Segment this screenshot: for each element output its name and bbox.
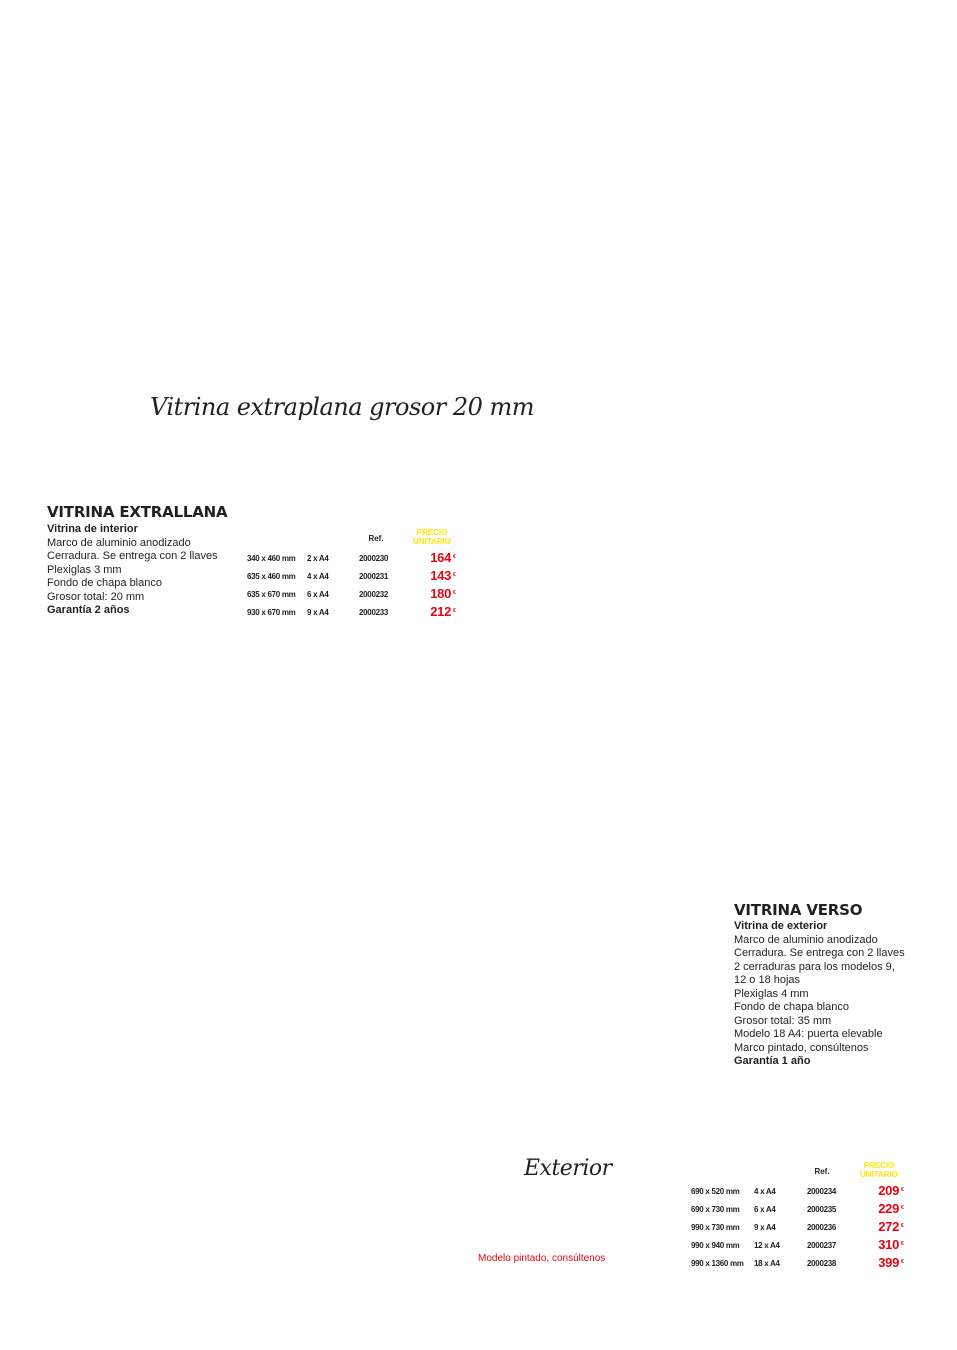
- description-line: Fondo de chapa blanco: [734, 1001, 849, 1013]
- sheets-cell: 18 x A4: [754, 1259, 780, 1268]
- currency-symbol: €: [453, 608, 456, 614]
- ref-cell: 2000231: [359, 572, 389, 581]
- description-line: Modelo 18 A4: puerta elevable: [734, 1028, 883, 1040]
- description-line: Marco pintado, consúltenos: [734, 1041, 869, 1054]
- section-script-title: Vitrina extraplana grosor 20 mm: [150, 393, 535, 421]
- description-line: Plexiglas 4 mm: [734, 987, 809, 1000]
- price-header-line: PRECIO: [416, 528, 448, 537]
- size-cell: 635 x 460 mm: [247, 572, 296, 581]
- product-title: VITRINA EXTRALLANA: [47, 503, 228, 521]
- size-cell: 340 x 460 mm: [247, 554, 296, 563]
- sheets-cell: 4 x A4: [307, 572, 329, 581]
- description-line: Fondo de chapa blanco: [47, 577, 162, 589]
- paint-note: Modelo pintado, consúltenos: [478, 1253, 606, 1264]
- ref-cell: 2000238: [807, 1259, 837, 1268]
- sheets-cell: 12 x A4: [754, 1241, 780, 1250]
- price-cell: 209: [878, 1183, 899, 1198]
- sheets-cell: 6 x A4: [754, 1205, 776, 1214]
- currency-symbol: €: [901, 1223, 904, 1229]
- product-description: [734, 920, 905, 1069]
- ref-column-header: Ref.: [368, 534, 384, 543]
- sheets-cell: 4 x A4: [754, 1187, 776, 1196]
- description-line: 12 o 18 hojas: [734, 974, 801, 986]
- ref-cell: 2000236: [807, 1223, 837, 1232]
- ref-cell: 2000235: [807, 1205, 837, 1214]
- size-cell: 990 x 730 mm: [691, 1223, 740, 1232]
- size-cell: 930 x 670 mm: [247, 608, 296, 617]
- size-cell: 990 x 1360 mm: [691, 1259, 744, 1268]
- ref-column-header: Ref.: [814, 1167, 830, 1176]
- size-cell: 635 x 670 mm: [247, 590, 296, 599]
- product-subtitle: Vitrina de interior: [47, 523, 138, 535]
- ref-cell: 2000234: [807, 1187, 837, 1196]
- description-line: Grosor total: 20 mm: [47, 590, 145, 603]
- ref-cell: 2000232: [359, 590, 389, 599]
- price-cell: 399: [878, 1255, 899, 1270]
- price-cell: 164: [430, 550, 451, 565]
- ref-cell: 2000230: [359, 554, 389, 563]
- price-header-line: PRECIO: [863, 1161, 895, 1170]
- currency-symbol: €: [453, 554, 456, 560]
- price-cell: 310: [878, 1237, 899, 1252]
- size-cell: 690 x 730 mm: [691, 1205, 740, 1214]
- currency-symbol: €: [901, 1187, 904, 1193]
- currency-symbol: €: [453, 590, 456, 596]
- description-line: Cerradura. Se entrega con 2 llaves: [47, 550, 218, 562]
- size-cell: 990 x 940 mm: [691, 1241, 740, 1250]
- section-script-title: Exterior: [524, 1156, 612, 1181]
- price-cell: 272: [878, 1219, 899, 1234]
- price-header-line: UNITARIO: [859, 1170, 899, 1179]
- sheets-cell: 2 x A4: [307, 554, 329, 563]
- sheets-cell: 9 x A4: [754, 1223, 776, 1232]
- currency-symbol: €: [901, 1259, 904, 1265]
- description-line: Grosor total: 35 mm: [734, 1014, 832, 1027]
- warranty: Garantía 1 año: [734, 1055, 811, 1067]
- description-line: Marco de aluminio anodizado: [47, 536, 191, 549]
- description-line: Plexiglas 3 mm: [47, 563, 122, 576]
- description-line: Cerradura. Se entrega con 2 llaves: [734, 947, 905, 959]
- product-description: [47, 523, 218, 618]
- warranty: Garantía 2 años: [47, 604, 130, 616]
- product-subtitle: Vitrina de exterior: [734, 920, 828, 932]
- description-line: 2 cerraduras para los modelos 9,: [734, 960, 895, 973]
- price-cell: 143: [430, 568, 451, 583]
- product-title: VITRINA VERSO: [734, 901, 863, 919]
- currency-symbol: €: [901, 1241, 904, 1247]
- price-cell: 229: [878, 1201, 899, 1216]
- price-column-header: [852, 1161, 906, 1179]
- price-cell: 180: [430, 586, 451, 601]
- ref-cell: 2000237: [807, 1241, 837, 1250]
- sheets-cell: 9 x A4: [307, 608, 329, 617]
- price-cell: 212: [430, 604, 451, 619]
- price-column-header: [405, 528, 459, 546]
- description-line: Marco de aluminio anodizado: [734, 933, 878, 946]
- price-header-line: UNITARIO: [412, 537, 452, 546]
- currency-symbol: €: [901, 1205, 904, 1211]
- size-cell: 690 x 520 mm: [691, 1187, 740, 1196]
- ref-cell: 2000233: [359, 608, 389, 617]
- currency-symbol: €: [453, 572, 456, 578]
- sheets-cell: 6 x A4: [307, 590, 329, 599]
